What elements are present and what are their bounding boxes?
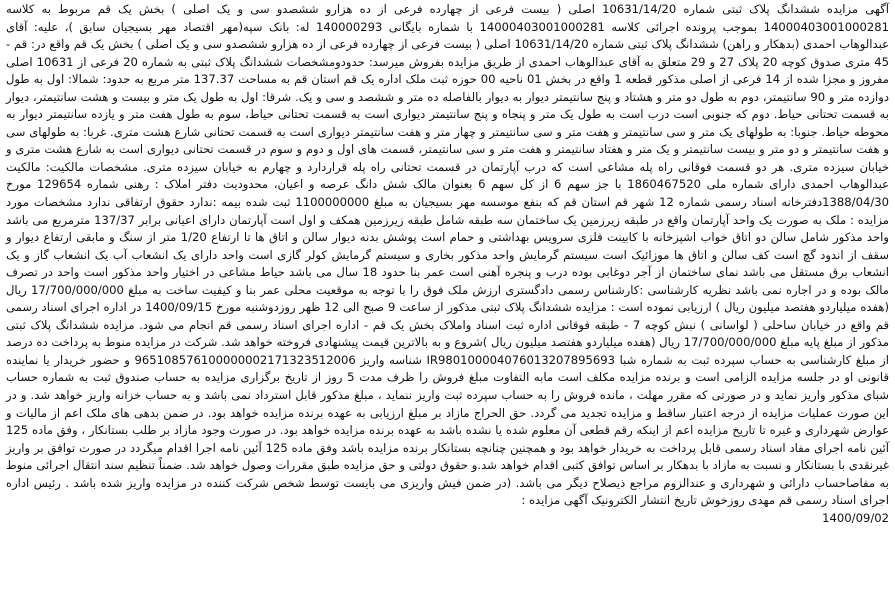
- notice-body-text: آگهی مزایده ششدانگ پلاک ثبتی شماره 10631/14/20 اصلی ( بیست فرعی از چهارده فرعی از ده هزارو ششصدو سی و یک اصلی ) بخش یک قم مربوط به کلاسه 14000403001000281 بموجب پرونده اجرائی کلاسه 14000403001000281 با شماره بایگانی 140000293 له: بانک سپه(مهر اقتصاد مهر بسیجیان سابق )، علیه: آقای عبدالوهاب احمدی (بدهکار و راهن) ششدانگ پلاک ثبتی شماره 10631/14/20 اصلی ( بیست فرعی از چهارده فرعی از ده هزارو ششصدو سی و یک اصلی ) بخش یک قم واقع در: قم - 45 متری صدوق کوچه 20 پلاک 27 و 29 متعلق به آقای عبدالوهاب احمدی از طریق مزایده بفروش میرسد: حدودومشخصات ششدانگ پلاک ثبتی به شماره 20 فرعی از 10631 اصلی مفروز و مجزا شده از 14 فرعی از اصلی مذکور قطعه 1 واقع در بخش 01 ناحیه 00 حوزه ثبت ملک اداره یک قم استان قم به مساحت 137.37 متر مربع به حدود: شمالا: اول به طول دوازده متر و 90 سانتیمتر، دوم به طول دو متر و هشتاد و پنج سانتیمتر دیوار به دیوار بالفاصله ده متر و ششصد و سی و یک. شرقا: اول به طول یک متر و بیست و هشت سانتیمتر، دیوار به قسمت تحتانی حیاط. دوم که جنوبی است درب است به طول یک متر و پنجاه و پنج سانتیمتر دیواری است به قسمت تحتانی حیاط، سوم به طول هفت متر و یازده سانتیمتر دیوار به محوطه حیاط. جنوبا: به طولهای یک متر و سی سانتیمتر و هفت متر و سی سانتیمتر و چهار متر و هفت سانتیمتر دیواری است به قسمت تحتانی شارع هشت متری. غربا: به طولهای سی و هفت سانتیمتر و دو متر و بیست سانتیمتر و یک متر و هفتاد سانتیمتر و هفت متر و سی سانتیمتر، قسمت های اول و دوم و سوم در قسمت تحتانی دیواری است به شارع هشت متری و خیابان سیزده متری. هر دو قسمت فوقانی راه پله مشاعی است که درب آپارتمان در قسمت تحتانی راه پله قراردارد و چهارم به خیابان سیزده متری. مشخصات مالکیت: مالکیت عبدالوهاب احمدی دارای شماره ملی 1860467520 با جز سهم 6 از کل سهم 6 بعنوان مالک شش دانگ عرصه و اعیان، محدودیت دفتر املاک : رهنی شماره 129654 مورخ 1388/04/30دفترخانه اسناد رسمی شماره 12 شهر قم استان قم که بنفع موسسه مهر بسیجیان به مبلغ 1100000000 ثبت شده بیمه :ندارد حقوق ارتفاقی ندارد مشخصات مورد مزایده : ملک به صورت یک واحد آپارتمان واقع در طبقه زیرزمین یک ساختمان سه طبقه شامل طبقه زیرزمین همکف و اول است آپارتمان دارای اعیانی برابر 137/37 مترمربع می باشد واحد مذکور شامل سالن دو اتاق خواب اشپزخانه با کابینت فلزی سرویس بهداشتی و حمام است پوشش بدنه دیوار سالن و اتاق ها تا ارتفاع 1/20 متر از سنگ و مابقی ارتفاع دیوار و سقف از اندود گچ است کف سالن و اتاق ها موزائیک است سیستم گرمایش واحد مذکور بخاری و سیستم گرمایش کولر گازی است واحد دارای یک انشعاب آب یک انشعاب گاز و یک انشعاب برق مستقل می باشد نمای ساختمان از آجر دوغابی بوده درب و پنجره آهنی است عمر بنا حدود 18 سال می باشد حیاط مشاعی در اختیار واحد مذکور است واحد در تصرف مالک بوده و در اجاره نمی باشد نظریه کارشناسی :کارشناس رسمی دادگستری ارزش ملک فوق را با توجه به موقعیت محلی عمر بنا و کیفیت ساخت به مبلغ 17/700/000/000 ریال (هفده میلیاردو هفتصد میلیون ریال ) ارزیابی نموده است : مزایده ششدانگ پلاک ثبتی مذکور از ساعت 9 صبح الی 12 ظهر روزدوشنبه مورخ 1400/09/15 در اداره اجرای اسناد رسمی قم واقع در خیابان ساحلی ( لواسانی ) نبش کوچه 7 - طبقه فوقانی اداره ثبت اسناد واملاک بخش یک قم - اداره اجرای اسناد رسمی قم انجام می شود. مزایده ششدانگ پلاک ثبتی مذکور از مبلغ پایه مبلغ 17/700/000/000 ریال (هفده میلیاردو هفتصد میلیون ریال )شروع و به بالاترین قیمت پیشنهادی فروخته خواهد شد. شرکت در مزایده منوط به پرداخت ده درصد از مبلغ کارشناسی به حساب سپرده ثبت به شماره شبا IR980100004076013207895693 شناسه واریز 965108576100000002171323512006 و حضور خریدار یا نماینده قانونی او در جلسه مزایده الزامی است و برنده مزایده مکلف است مابه التفاوت مبلغ فروش را ظرف مدت 5 روز از تاریخ برگزاری مزایده به حساب صندوق ثبت به شماره حساب شبای مذکور واریز نماید و در صورتی که مقرر مهلت ، مانده فروش را به حساب سپرده ثبت واریز ننماید ، مبلغ مذکور قابل استرداد نمی باشد و به حساب خزانه واریز خواهد شد. و در این صورت عملیات مزایده از درجه اعتبار ساقط و مزایده تجدید می گردد. حق الحراج مازاد بر مبلغ ارزیابی به عهده برنده مزایده خواهد بود. در ضمن بدهی های ملک اعم از مالیات و عوارض شهرداری و غیره تا تاریخ مزایده اعم از اینکه رقم قطعی آن معلوم شده یا نشده باشد به عهده برنده مزایده خواهد بود. در صورت وجود مازاد بر طلب بستانکار ، وفق ماده 125 آئین نامه اجرای مفاد اسناد رسمی قابل پرداخت به خریدار خواهد بود و همچنین چنانچه بستانکار برنده مزایده باشد وفق ماده 125 آئین نامه اجرا اقدام میگردد در صورت توافق بر واریز غیرنقدی با بستانکار و نسبت به مازاد با بدهکار بر اساس توافق کتبی اقدام خواهد شد.و حقوق دولتی و حق مزایده طبق مقررات وصول خواهد شد. ضمناً تنظیم سند انتقال اجرائی منوط به مفاصاحساب دارائی و شهرداری و عندالزوم مراجع ذیصلاح دیگر می باشد. (در ضمن فیش واریزی می بایست توسط شخص شرکت کننده در مزایده واریز شده باشد . رئیس اداره اجرای اسناد رسمی قم مهدی روزخوش تاریخ انتشار الکترونیک آگهی مزایده : 1400/09/02: [6, 2, 890, 525]
